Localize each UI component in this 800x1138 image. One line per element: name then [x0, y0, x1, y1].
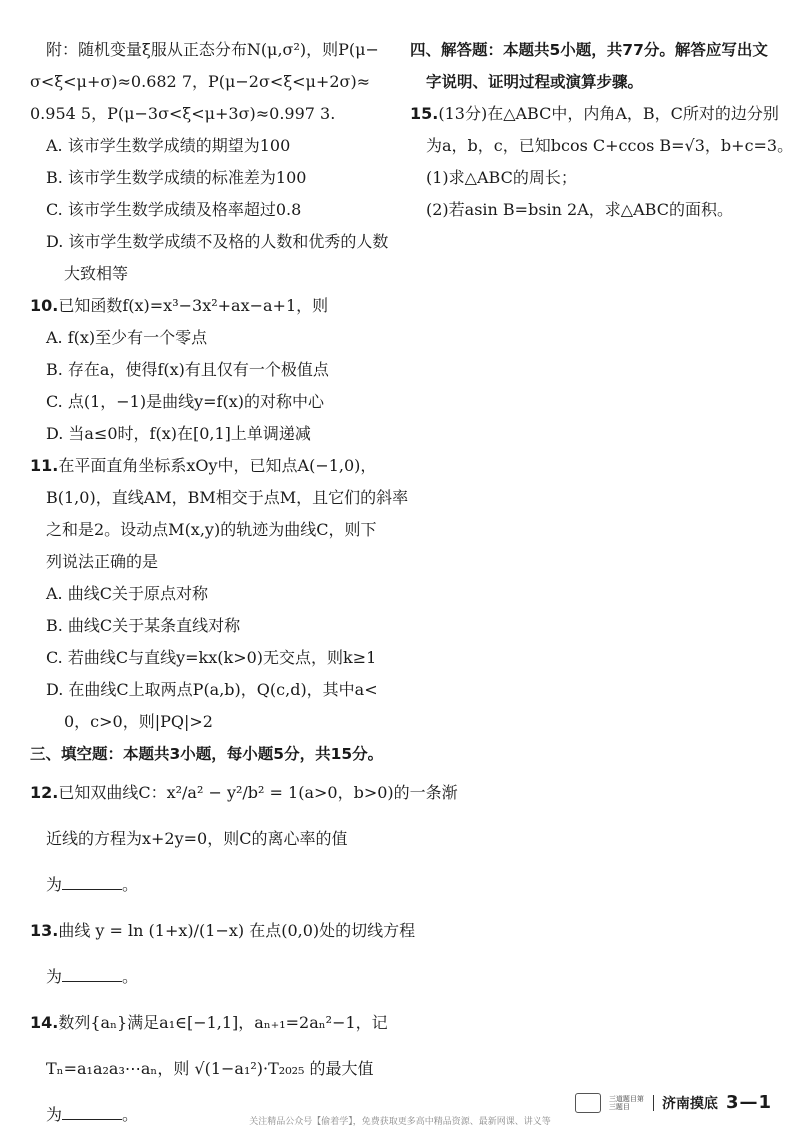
page-number: 3—1: [725, 1092, 772, 1113]
q9-option-d-cont: 大致相等: [64, 264, 129, 283]
q12-answer-prefix: 为: [46, 875, 63, 894]
q13-answer-suffix: 。: [122, 967, 139, 986]
note-line-2: σ<ξ<μ+σ)≈0.682 7，P(μ−2σ<ξ<μ+2σ)≈: [30, 72, 371, 91]
exam-series-label: 济南摸底: [661, 1095, 718, 1112]
q11-option-c: C. 若曲线C与直线y=kx(k>0)无交点，则k≥1: [46, 648, 377, 667]
note-line-1: 附：随机变量ξ服从正态分布N(μ,σ²)，则P(μ−: [46, 40, 379, 59]
q13-answer-blank: [62, 963, 122, 982]
q11-number: 11.: [30, 456, 59, 475]
q15-part-1: (1)求△ABC的周长；: [426, 168, 577, 187]
q15-line-2: 为a，b，c，已知bcos C+ccos B=√3，b+c=3。: [426, 136, 794, 155]
q11-stem-line-1: 在平面直角坐标系xOy中，已知点A(−1,0)，: [58, 456, 377, 475]
q11-option-d-cont: 0，c>0，则|PQ|>2: [64, 712, 213, 731]
q15-number: 15.: [410, 104, 439, 123]
q10-option-b: B. 存在a，使得f(x)有且仅有一个极值点: [46, 360, 329, 379]
q10-number: 10.: [30, 296, 59, 315]
q10-option-a: A. f(x)至少有一个零点: [46, 328, 208, 347]
section-4-heading-line-2: 字说明、证明过程或演算步骤。: [426, 73, 644, 91]
left-column: [30, 34, 458, 1138]
q10-option-c: C. 点(1，−1)是曲线y=f(x)的对称中心: [46, 392, 324, 411]
q12-answer-blank: [62, 871, 122, 890]
question-9-options: [30, 130, 400, 290]
q13-answer-prefix: 为: [46, 967, 63, 986]
q13-number: 13.: [30, 921, 59, 940]
right-column: [410, 34, 794, 226]
question-11: [30, 450, 409, 738]
q13-line-1: 曲线 y = ln (1+x)/(1−x) 在点(0,0)处的切线方程: [58, 921, 416, 940]
q14-line-1: 数列{aₙ}满足a₁∈[−1,1]，aₙ₊₁=2aₙ²−1，记: [58, 1013, 388, 1032]
q11-option-b: B. 曲线C关于某条直线对称: [46, 616, 241, 635]
q11-option-d: D. 在曲线C上取两点P(a,b)，Q(c,d)，其中a<: [46, 680, 378, 699]
brand-slogan: 三道题目第三题目: [608, 1094, 644, 1111]
q12-number: 12.: [30, 783, 59, 802]
question-10: [30, 290, 400, 450]
footer-divider: [653, 1095, 654, 1111]
q15-part-2: (2)若asin B=bsin 2A，求△ABC的面积。: [426, 200, 733, 219]
q14-answer-suffix: 。: [122, 1105, 139, 1124]
question-13: [30, 908, 416, 1000]
question-15: [410, 98, 794, 226]
q12-answer-suffix: 。: [122, 875, 139, 894]
q15-line-1: (13分)在△ABC中，内角A，B，C所对的边分别: [438, 104, 779, 123]
q9-option-a: A. 该市学生数学成绩的期望为100: [46, 136, 291, 155]
q9-option-b: B. 该市学生数学成绩的标准差为100: [46, 168, 307, 187]
q10-stem: 已知函数f(x)=x³−3x²+ax−a+1，则: [58, 296, 329, 315]
q14-answer-prefix: 为: [46, 1105, 63, 1124]
normal-distribution-note: [30, 34, 400, 130]
q14-line-2: Tₙ=a₁a₂a₃⋯aₙ，则 √(1−a₁²)·T₂₀₂₅ 的最大值: [46, 1059, 374, 1078]
note-line-3: 0.954 5，P(μ−3σ<ξ<μ+3σ)≈0.997 3.: [30, 104, 336, 123]
q11-option-a: A. 曲线C关于原点对称: [46, 584, 208, 603]
q11-stem-line-4: 列说法正确的是: [46, 552, 159, 571]
q10-option-d: D. 当a≤0时，f(x)在[0,1]上单调递减: [46, 424, 311, 443]
section-3-heading: 三、填空题：本题共3小题，每小题5分，共15分。: [30, 745, 384, 763]
q12-line-1: 已知双曲线C：x²/a² − y²/b² = 1(a>0，b>0)的一条渐: [58, 783, 458, 802]
brand-logo-icon: [575, 1093, 601, 1113]
q12-line-2: 近线的方程为x+2y=0，则C的离心率的值: [46, 829, 348, 848]
footer-watermark-note: 关注精品公众号【偷着学】，免费获取更多高中精品资源、最新网课、讲义等: [249, 1117, 551, 1127]
q14-number: 14.: [30, 1013, 59, 1032]
q9-option-d: D. 该市学生数学成绩不及格的人数和优秀的人数: [46, 232, 389, 251]
q11-stem-line-2: B(1,0)，直线AM，BM相交于点M，且它们的斜率: [46, 488, 409, 507]
q11-stem-line-3: 之和是2。设动点M(x,y)的轨迹为曲线C，则下: [46, 520, 377, 539]
footer-brand: [575, 1092, 772, 1113]
question-12: [30, 770, 458, 908]
section-4-heading-line-1: 四、解答题：本题共5小题，共77分。解答应写出文: [410, 41, 768, 59]
q9-option-c: C. 该市学生数学成绩及格率超过0.8: [46, 200, 302, 219]
